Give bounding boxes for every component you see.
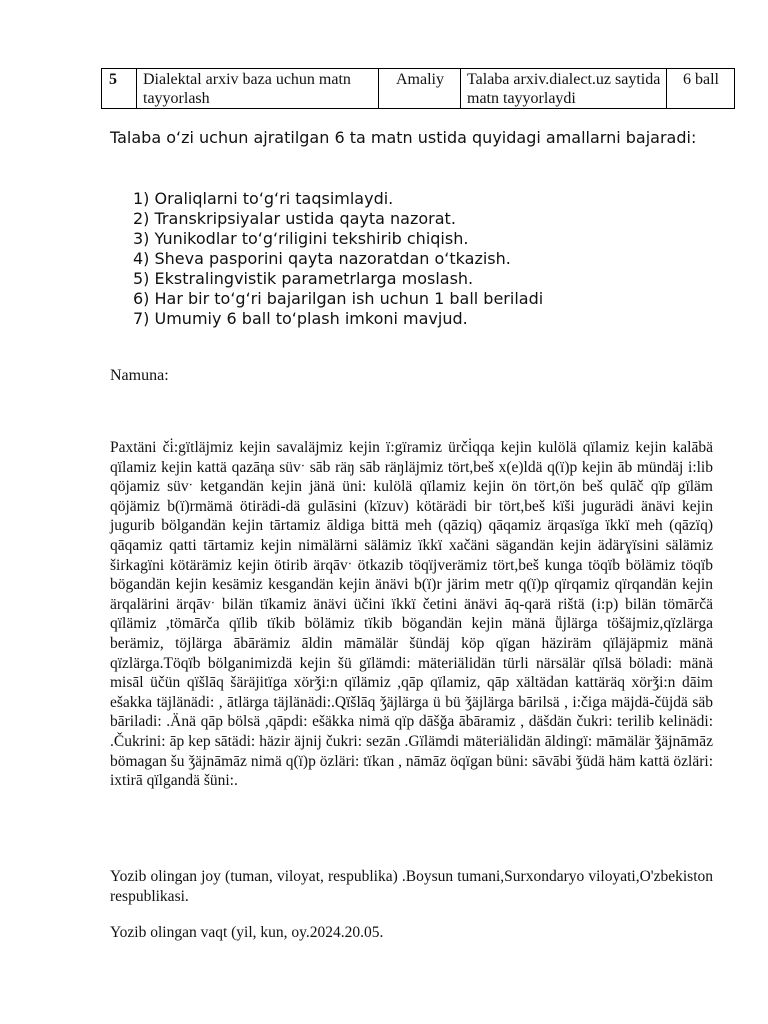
- recording-time: Yozib olingan vaqt (yil, kun, oy.2024.20.05.: [110, 924, 384, 941]
- instructions-intro: Talaba o‘zi uchun ajratilgan 6 ta matn ustida quyidagi amallarni bajaradi:: [110, 128, 697, 147]
- task-number-cell: 5: [102, 69, 137, 109]
- table-row: [102, 69, 735, 109]
- task-score-cell: 6 ball: [667, 69, 735, 109]
- list-item: 7) Umumiy 6 ball to‘plash imkoni mavjud.: [133, 309, 468, 328]
- recording-place: Yozib olingan joy (tuman, viloyat, respublika) .Boysun tumani,Surxondaryo viloyati,O'zbekiston respublikasi.: [110, 868, 713, 905]
- sample-transcript: Paxtäni či̇:gïtläjmiz kejin savaläjmiz kejin ï:gïramiz ürči̇qqa kejin kulölä qïlamiz kejin kalābä qïlamiz kejin kattä qazāɳa süvˑ sāb räŋ sāb räŋläjmiz tört,beš x(e)ldä q(ï)p kejin āb mündäj i:lib qöjamiz süvˑ ketgandän kejin jänä üni: kulölä qïlamiz kejin ön tört,ön beš qulāč qïp gïläm qöjämiz b(ï)rmämä ötirädi-dä gulāsini (kïzuv) kötärädi bir tört,beš kïši jugurädi änävi kejin jugurib bölgandän kejin tārtamiz āldiga bittä meh (qāziq) qāqamiz ärqasïga ïkkï meh (qāzïq) qāqamiz qatti tārtamiz kejin nimälärni sälämiz ïkkï xačäni sägandän kejin ädärɣïsini sälämiz širkagïni kötärämiz kejin ötirib ärqāvˑ ötkazib töqïjverämiz tört,beš kunga töqïb bölämiz töqïb bögandän kejin kesämiz kesgandän kejin änävi b(ï)r järim metr q(ï)p qïrqamiz qïrqandän kejin ärqalärini ärqāvˑ bilän tïkamiz änävi üčini ïkkï četini änävi āq-qarä rištä (i:p) bilän tömārčä qïlämiz ,tömārča qïlib tïkib bölämiz tïkib bögandän kejin mänä ṻjlärga töšäjmiz,qïzlärga berämiz, töjlärga ābārämiz āldin māmälär šündäj köp qïgan häziräm qïläjäpmiz mänä qïzlärga.Töqïb bölganimizdä kejin šü gïlämdi: mäteriälidän türli närsälär qïlsä böladi: mänä misāl üčün qïšlāq šäräjitïga xörǯi:n qïlämiz ,qāp qïlamiz, qāp xältädan kattäräq xörǯi:n dāim ešakka täjlänädi: , ātlärga täjlänädi:.Qïšlāq ǯäjlärga ü bü ǯäjlärga bārilsä , i:čiga mäjdä-čüjdä säb bāriladi: .Änä qāp bölsä ,qāpdi: ešäkka nimä qïp dāšğa ābāramiz , däšdän čukri: terilib kelinädi: .Čukrini: āp kep sātädi: häzir äjnij čukri: sezān .Gïlämdi mäteriälidän āldingï: māmälär ǯäjnāmāz bömagan šu ǯäjnāmāz nimä q(ï)p özläri: tïkan , nāmāz öqïgan büni: sāvābi ǯüdä häm kattä özläri: ixtirā qïlgandä šüni:.: [110, 439, 713, 790]
- task-description-cell: Talaba arxiv.dialect.uz saytida matn tayyorlaydi: [461, 69, 667, 109]
- list-item: 6) Har bir to‘g‘ri bajarilgan ish uchun 1 ball beriladi: [133, 289, 544, 308]
- instructions-list: [133, 189, 693, 329]
- task-type-cell: Amaliy: [379, 69, 461, 109]
- list-item: 3) Yunikodlar to‘g‘riligini tekshirib chiqish.: [133, 229, 469, 248]
- list-item: 1) Oraliqlarni to‘g‘ri taqsimlaydi.: [133, 189, 394, 208]
- task-table: [101, 68, 735, 109]
- list-item: 4) Sheva pasporini qayta nazoratdan o‘tkazish.: [133, 249, 511, 268]
- task-title-cell: Dialektal arxiv baza uchun matn tayyorlash: [137, 69, 379, 109]
- list-item: 2) Transkripsiyalar ustida qayta nazorat.: [133, 209, 456, 228]
- sample-label: Namuna:: [110, 367, 169, 384]
- list-item: 5) Ekstralingvistik parametrlarga moslash.: [133, 269, 474, 288]
